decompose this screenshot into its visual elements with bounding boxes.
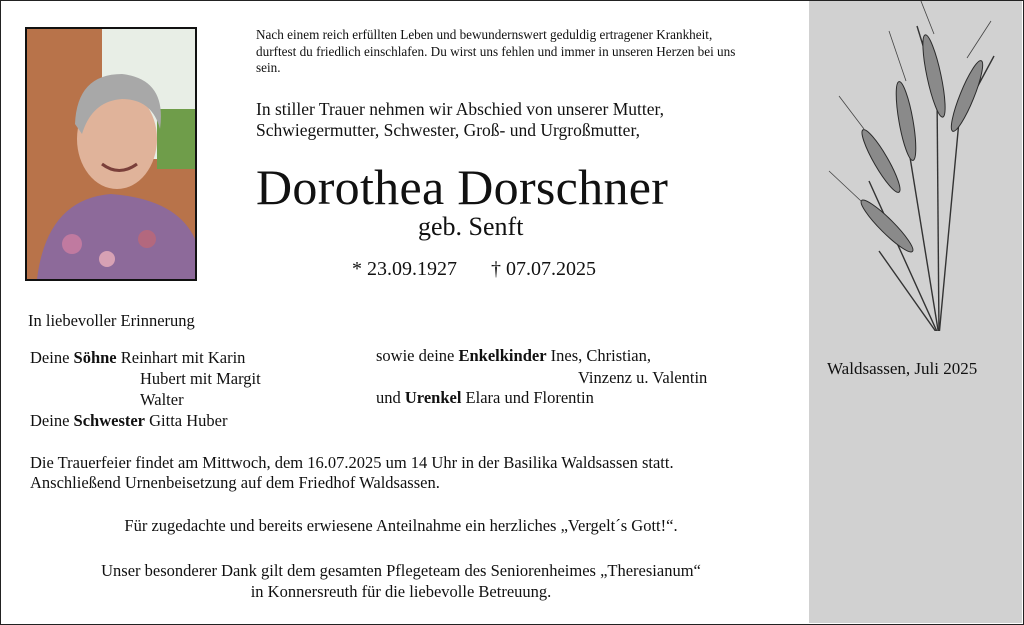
sons-name-2: Hubert mit Margit [140,369,261,388]
sons-line [30,348,245,368]
sons-label: Söhne [73,348,117,367]
special-thanks-2: in Konnersreuth für die liebevolle Betreuung. [250,582,552,601]
side-panel [809,1,1022,623]
grandchildren-prefix: sowie deine [376,346,459,365]
portrait-photo [25,27,197,281]
intro-text: Nach einem reich erfüllten Leben und bewundernswert geduldig ertragener Krankheit, durftest du friedlich einschlafen. Du wirst uns fehlen und immer in unseren Herzen bei uns sein. [256,27,736,75]
greatgrand-prefix: und [376,388,405,407]
sister-name: Gitta Huber [145,411,228,430]
portrait-image [27,29,195,279]
deceased-name: Dorothea Dorschner [256,159,669,215]
announcement-text: In stiller Trauer nehmen wir Abschied von unserer Mutter, Schwiegermutter, Schwester, Groß- und Urgroßmutter, [256,99,665,140]
sister-label: Schwester [73,411,146,430]
sister-prefix: Deine [30,411,74,430]
sons-prefix: Deine [30,348,74,367]
funeral-line-2: Anschließend Urnenbeisetzung auf dem Friedhof Waldsassen. [30,473,440,492]
grandchildren-line [376,346,651,366]
life-dates [352,258,596,281]
sons-name-3: Walter [140,390,184,409]
grandchildren-label: Enkelkinder [458,346,547,365]
birth-date: * 23.09.1927 [352,258,457,280]
sister-line [30,411,228,431]
thanks-line: Für zugedachte und bereits erwiesene Anteilnahme ein herzliches „Vergelt´s Gott!“. [124,516,678,535]
funeral-line-1: Die Trauerfeier findet am Mittwoch, dem 16.07.2025 um 14 Uhr in der Basilika Waldsassen statt. [30,453,674,472]
grandchildren-names-2: Vinzenz u. Valentin [578,368,708,387]
sons-name-1: Reinhart mit Karin [116,348,246,367]
special-thanks-1: Unser besonderer Dank gilt dem gesamten Pflegeteam des Seniorenheimes „Theresianum“ [101,561,701,580]
remembrance-line: In liebevoller Erinnerung [28,311,195,330]
greatgrandchildren-line [376,388,594,408]
wheat-ears-icon [809,1,1022,331]
birth-name: geb. Senft [418,212,524,241]
greatgrand-label: Urenkel [404,388,462,407]
place-date: Waldsassen, Juli 2025 [827,359,978,378]
grandchildren-names-1: Ines, Christian, [546,346,652,365]
greatgrand-names: Elara und Florentin [461,388,594,407]
death-date: † 07.07.2025 [491,258,596,280]
